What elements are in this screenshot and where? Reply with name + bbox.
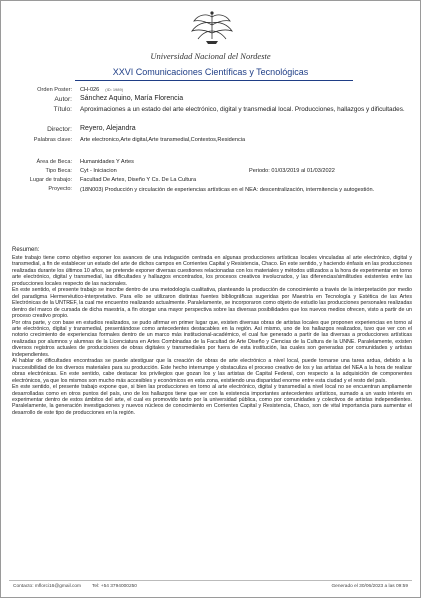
field-area-beca xyxy=(1,159,420,168)
poster-id-note: (ID: 1989) xyxy=(105,87,124,92)
university-logo-icon xyxy=(186,9,238,47)
field-palabras-clave xyxy=(1,137,420,146)
field-value: Arte electronico,Arte digital,Arte transmedial,Contextos,Residencia xyxy=(80,137,246,143)
field-label: Director: xyxy=(47,126,72,133)
field-orden-poster xyxy=(1,87,420,96)
header xyxy=(1,1,420,77)
field-lugar-trabajo xyxy=(1,177,420,186)
field-label: Autor: xyxy=(54,96,72,103)
field-value: CH-026 (ID: 1989) xyxy=(80,87,124,93)
footer-generated: Generado el 30/06/2023 a las 09:59 xyxy=(331,584,408,589)
resumen-label: Resumen: xyxy=(12,247,40,253)
field-value: Sánchez Aquino, María Florencia xyxy=(80,95,184,102)
field-director xyxy=(1,126,420,137)
resumen-paragraph: Por otra parte, y con base en estudios realizados, se pudo afirmar en primer lugar que, existen diversas obras de artistas locales que proponen experiencias en torno al arte electrónico, digital y transmedial, presentándose como antecedentes destacables en la región. Así mismo, uno de los hallazgos realizados, tuvo que ver con el notorio crecimiento de experiencias formales dentro de un marco más institucional-académico, el cual fue generado a partir de las diversas a producciones artísticas realizadas por alumnos y alumnas de la Licenciatura en Artes Combinadas de la Facultad de Arte Diseño y Ciencias de la Cultura de la UNNE. Paralelamente, existen diversos registros actuales de producciones de obras digitales y transmediales por fuera de esta institución, las cuales son generadas por comunidades y artistas independientes. xyxy=(12,319,412,358)
field-value: Reyero, Alejandra xyxy=(80,125,136,132)
footer-divider xyxy=(9,580,412,581)
event-title: XXVI Comunicaciones Científicas y Tecnológicas xyxy=(112,67,309,77)
field-label: Periodo: xyxy=(249,168,270,174)
field-value: 01/03/2019 al 01/03/2022 xyxy=(271,168,335,174)
field-value: Humanidades Y Artes xyxy=(80,159,134,165)
resumen-paragraph: En este sentido, el presente trabajo expone que, si bien las producciones en torno al arte electrónico, digital y transmedial a nivel local no se encuentran ampliamente desarrolladas como en otros puntos del país, uno de los hallazgos tiene que ver con la existencia importantes antecedentes artísticos, sumado a un vasto interés en experimentar dentro de estos ámbitos del arte, el cual es promovido tanto por la universidad pública, como por comunidades y colectivos de artistas independientes. Paralelamente, la generación investigaciones y nuevos núcleos de conocimiento en Corrientes Capital y Resistencia, Chaco, son de vital importancia para aumentar el desarrollo de este tipo de producciones en la región. xyxy=(12,384,412,416)
resumen-text xyxy=(12,255,412,416)
field-label: Lugar de trabajo: xyxy=(29,177,72,183)
resumen-section xyxy=(12,247,412,416)
resumen-paragraph: En este sentido, el presente trabajo se inscribe dentro de una metodología cualitativa, planteando la producción de conocimiento a través de la interpretación por medio del paradigma Hermenéutico-interpretativo. Para ello se utilizaron distintas fuentes bibliográficas sugeridas por Maestría en Tecnología y Estética de las Artes Electrónicas de la UNTREF, la cual me encuentro realizando actualmente. Paralelamente, se incorporaron como objeto de estudio las producciones personales realizadas dentro del marco de cursada de dicha maestría, a fin otorgar una mayor perspectiva sobre las diversas posibilidades que los nuevos medios ofrecen, visto a partir de un proceso creativo propio. xyxy=(12,287,412,320)
title-underline xyxy=(75,80,353,81)
field-periodo xyxy=(249,168,335,174)
footer-contact: Contacto: mflorci16@gmail.com xyxy=(13,584,82,589)
poster-metadata xyxy=(1,87,420,204)
field-label: Tipo Beca: xyxy=(45,168,72,174)
field-value: Cyt - Iniciacion xyxy=(80,168,117,174)
field-value: Facultad De Artes, Diseño Y Cs. De La Cultura xyxy=(80,177,197,183)
field-value: Aproximaciones a un estado del arte electrónico, digital y transmedial local. Producciones, hallazgos y dificultades. xyxy=(80,106,405,113)
field-label: Palabras clave: xyxy=(33,137,72,143)
resumen-paragraph: Este trabajo tiene como objetivo exponer los avances de una indagación centrada en algunas producciones artísticas locales vinculadas al arte electrónico, digital y transmedial, a fin de establecer un estado del arte de dichos campos en Corrientes Capital y Resistencia, Chaco. En este sentido, y haciendo énfasis en las producciones realizadas durante los últimos 10 años, se pretende exponer diversas cuestiones relacionadas con los materiales y métodos utilizados a la hora de experimentar en torno arte electrónico, digital y transmedial, las dificultades y hallazgos encontrados, los procesos creativos involucrados, y las diferencias/similitudes existentes entre las producciones locales respecto de las nacionales. xyxy=(12,255,412,287)
field-label: Orden Poster: xyxy=(37,87,72,93)
field-label: Proyecto: xyxy=(48,186,72,192)
field-label: Área de Beca: xyxy=(36,159,72,165)
resumen-paragraph: Al hablar de dificultades encontradas se puede atestiguar que la creación de obras de arte electrónico a nivel local, puede tornarse una tarea ardua, debido a la inaccesibilidad de los diversos materiales para su producción. Este hecho interrumpe y obstaculiza el proceso creativo de los y las artistas del NEA a la hora de realizar obras electrónicas. En este sentido, cabe destacar los privilegios que gozan los y las artistas de Capital Federal, con respecto a la adquisición de componentes electrónicos, ya que los mismos son mucho más accesibles y económicos en esta zona, existiendo una disparidad enorme entre esta ciudad y el resto del país. xyxy=(12,358,412,384)
field-proyecto xyxy=(1,186,420,204)
university-name: Universidad Nacional del Nordeste xyxy=(150,51,271,61)
field-value: (18N003) Producción y circulación de experiencias artísticas en el NEA: descentralización, intermitencia y autogestión. xyxy=(80,187,375,193)
footer-phone: Tel: +54 3794000250 xyxy=(92,584,137,589)
field-label: Título: xyxy=(53,106,72,113)
field-titulo xyxy=(1,106,420,126)
field-tipo-beca xyxy=(1,168,420,177)
